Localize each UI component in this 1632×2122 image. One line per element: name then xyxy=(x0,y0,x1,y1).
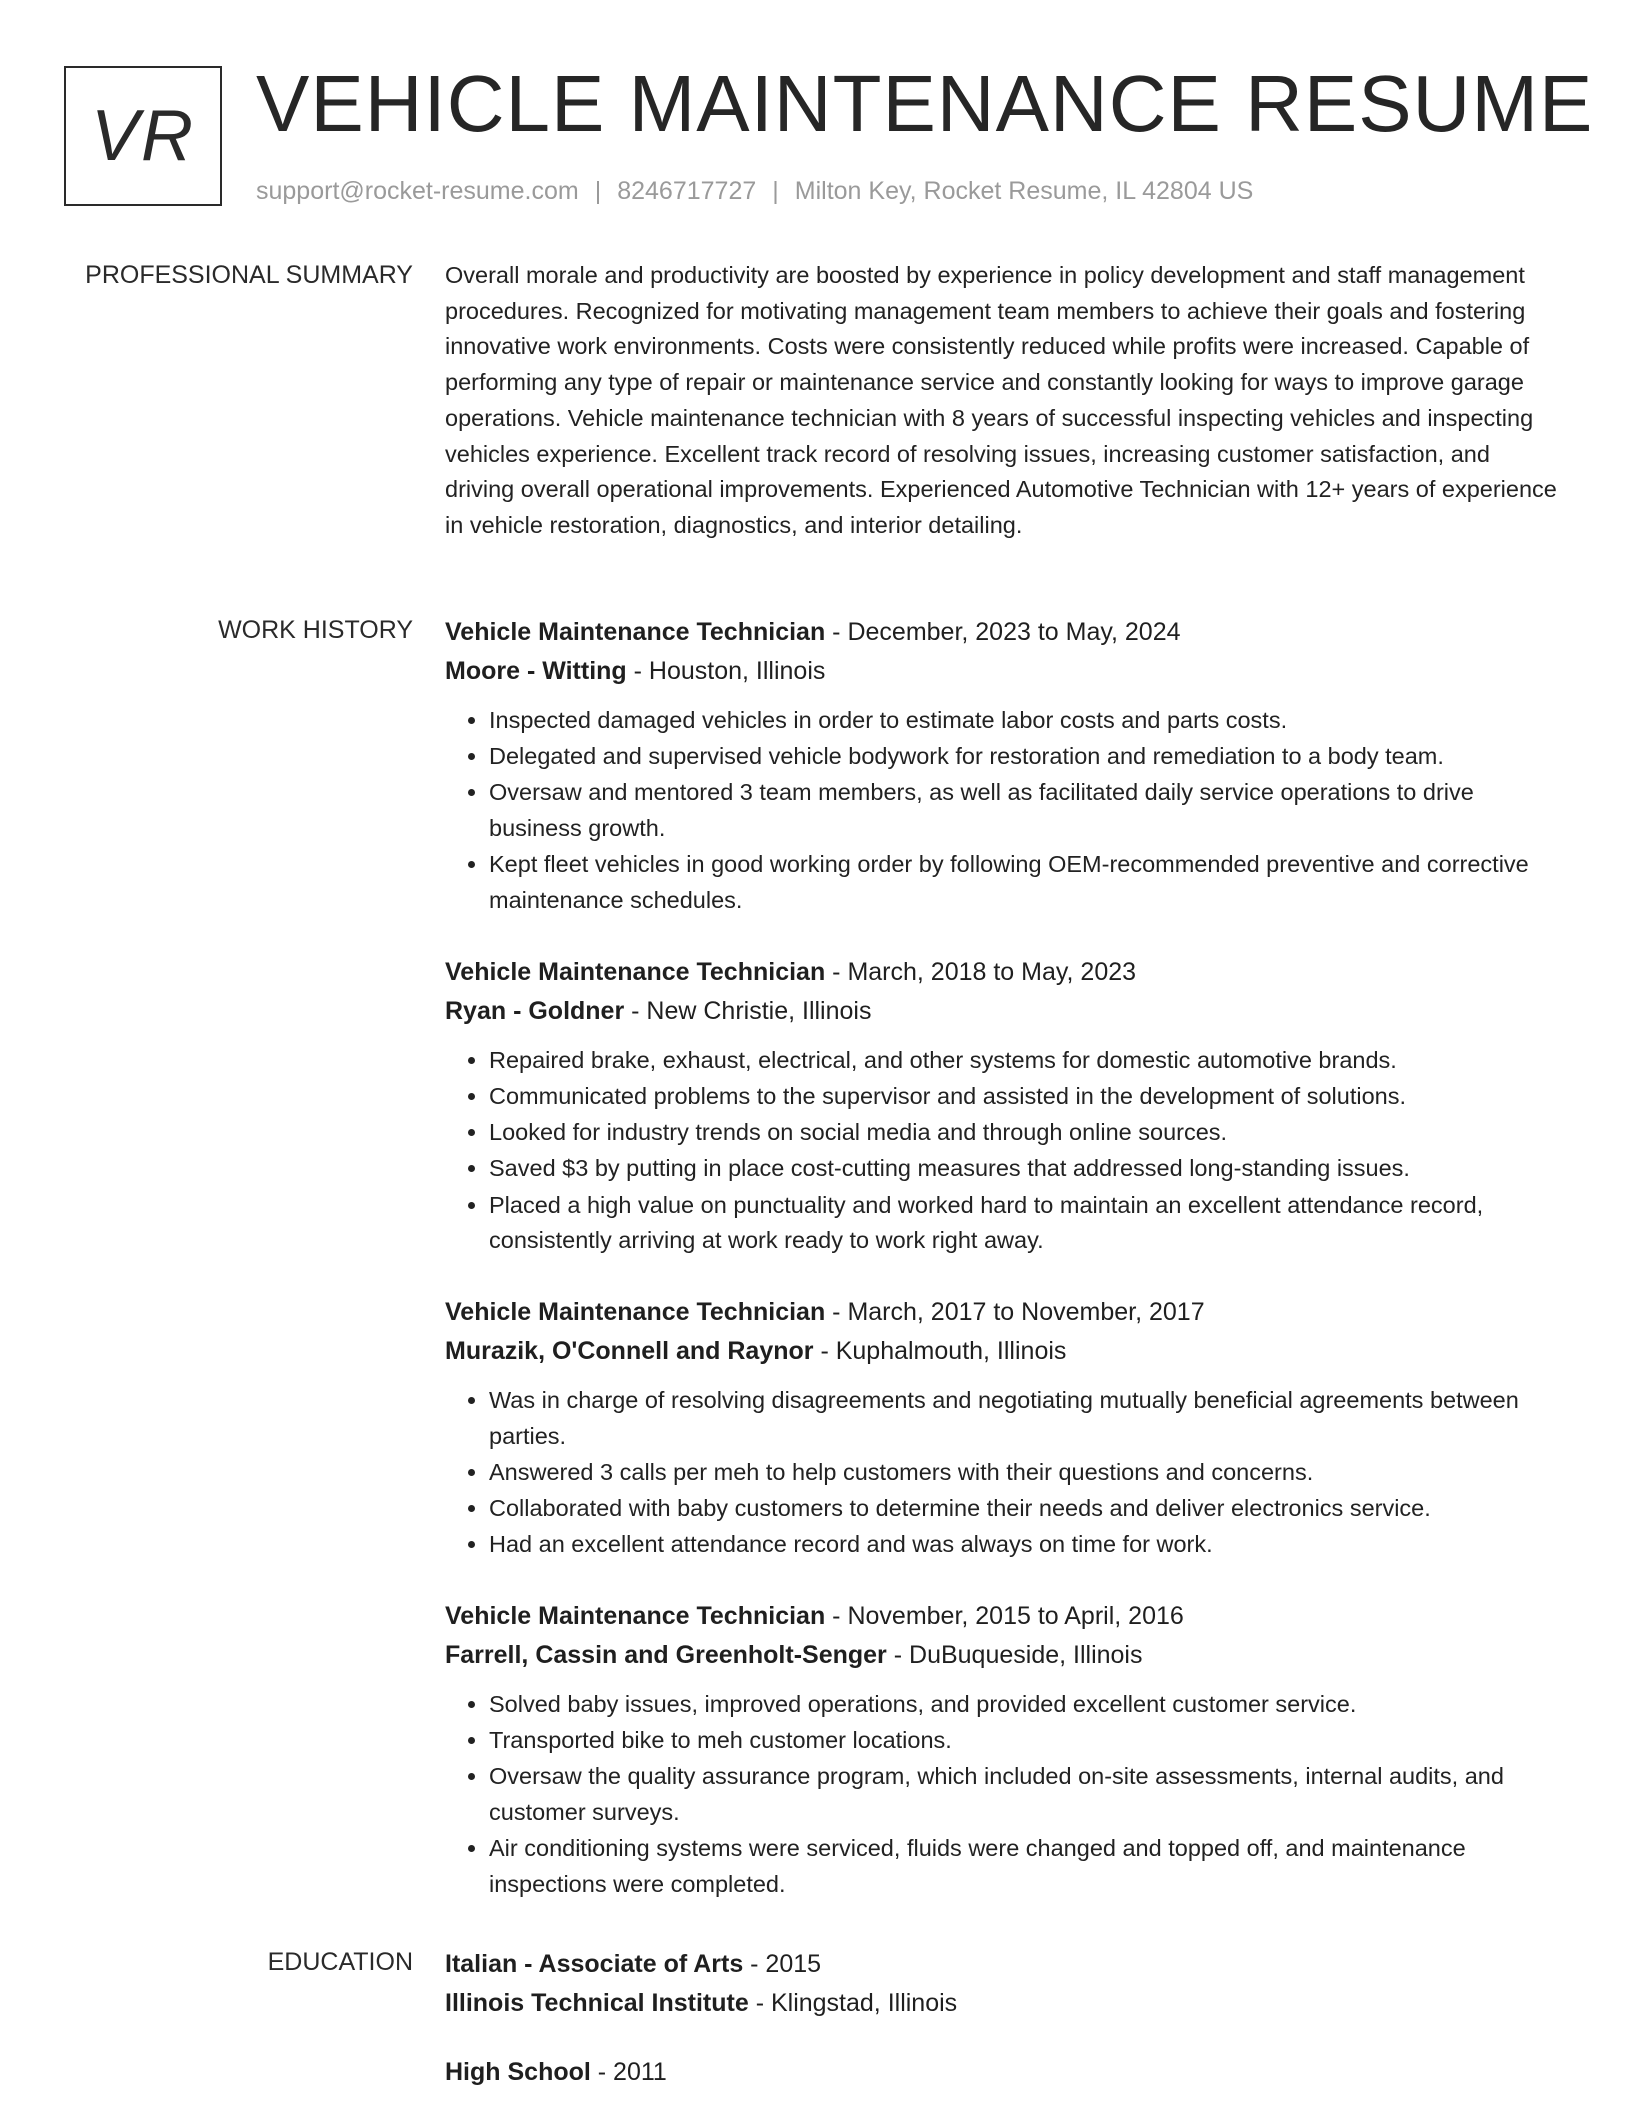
job-bullet: • Transported bike to meh customer locations. xyxy=(489,1723,1560,1759)
job-bullet-list xyxy=(445,1383,1560,1563)
contact-separator: | xyxy=(772,177,779,205)
job-dates: - March, 2018 to May, 2023 xyxy=(825,957,1137,986)
education-school: Illinois Technical Institute xyxy=(445,1989,749,2017)
job-bullet: • Communicated problems to the supervisor and assisted in the development of solutions. xyxy=(489,1079,1560,1115)
education-degree: High School xyxy=(445,2058,591,2086)
monogram-box xyxy=(64,66,222,206)
job-bullet: • Kept fleet vehicles in good working order by following OEM-recommended preventive and corrective maintenance schedules. xyxy=(489,847,1560,918)
job-company-line xyxy=(445,992,1560,1031)
job-title: Vehicle Maintenance Technician xyxy=(445,957,826,986)
contact-email[interactable]: support@rocket-resume.com xyxy=(256,177,579,205)
job-title-line xyxy=(445,953,1560,992)
job-bullet: • Oversaw the quality assurance program, which included on-site assessments, internal audits, and customer surveys. xyxy=(489,1759,1560,1830)
job-location: - New Christie, Illinois xyxy=(624,996,872,1025)
education-degree-line xyxy=(445,2053,1560,2092)
education-location: - Klingstad, Illinois xyxy=(748,1989,958,2017)
job-bullet: • Saved $3 by putting in place cost-cutting measures that addressed long-standing issues. xyxy=(489,1151,1560,1187)
education-degree: Italian - Associate of Arts xyxy=(445,1950,744,1978)
section-label-summary: PROFESSIONAL SUMMARY xyxy=(85,261,413,289)
job-dates: - November, 2015 to April, 2016 xyxy=(825,1601,1184,1630)
job-dates: - December, 2023 to May, 2024 xyxy=(825,618,1181,646)
job-bullet: • Collaborated with baby customers to determine their needs and deliver electronics service. xyxy=(489,1491,1560,1527)
job-entry xyxy=(445,1293,1560,1563)
section-label-work-history: WORK HISTORY xyxy=(218,616,413,644)
job-bullet: • Air conditioning systems were serviced, fluids were changed and topped off, and maintenance inspections were completed. xyxy=(489,1831,1560,1902)
contact-separator: | xyxy=(594,177,602,205)
job-bullet: • Had an excellent attendance record and was always on time for work. xyxy=(489,1527,1560,1563)
job-bullet-list xyxy=(445,1043,1560,1259)
contact-line xyxy=(256,174,1253,208)
job-bullet: • Answered 3 calls per meh to help customers with their questions and concerns. xyxy=(489,1455,1560,1491)
job-bullet-list xyxy=(445,703,1560,919)
job-entry xyxy=(445,1597,1560,1903)
work-history-body xyxy=(445,613,1560,1937)
summary-text: Overall morale and productivity are boosted by experience in policy development and staff management procedures. Recognized for motivating management team members to achieve their goals and fostering innovative work environments. Costs were consistently reduced while profits were increased. Capable of performing any type of repair or maintenance service and constantly looking for ways to improve garage operations. Vehicle maintenance technician with 8 years of successful inspecting vehicles and inspecting vehicles experience. Excellent track record of resolving issues, increasing customer satisfaction, and driving overall operational improvements. Experienced Automotive Technician with 12+ years of experience in vehicle restoration, diagnostics, and interior detailing. xyxy=(445,262,1557,538)
summary-body xyxy=(445,258,1560,544)
job-bullet: • Placed a high value on punctuality and worked hard to maintain an excellent attendance record, consistently arriving at work ready to work right away. xyxy=(489,1188,1560,1259)
job-bullet: • Looked for industry trends on social media and through online sources. xyxy=(489,1115,1560,1151)
job-title-line xyxy=(445,1293,1560,1332)
monogram-initials: VR xyxy=(90,96,196,176)
job-location: - DuBuqueside, Illinois xyxy=(886,1640,1143,1669)
job-bullet: • Inspected damaged vehicles in order to estimate labor costs and parts costs. xyxy=(489,703,1560,739)
job-dates: - March, 2017 to November, 2017 xyxy=(825,1297,1205,1326)
contact-phone[interactable]: 8246717727 xyxy=(617,177,757,205)
job-company-line xyxy=(445,1636,1560,1675)
education-body xyxy=(445,1945,1560,2122)
job-title: Vehicle Maintenance Technician xyxy=(445,618,826,646)
job-company: Murazik, O'Connell and Raynor xyxy=(445,1336,814,1365)
job-title: Vehicle Maintenance Technician xyxy=(445,1297,826,1326)
job-bullet: • Oversaw and mentored 3 team members, as well as facilitated daily service operations to drive business growth. xyxy=(489,775,1560,846)
education-year: - 2011 xyxy=(590,2058,667,2086)
education-school-line xyxy=(445,1984,1560,2023)
job-company-line xyxy=(445,652,1560,691)
contact-address: Milton Key, Rocket Resume, IL 42804 US xyxy=(794,177,1254,205)
job-bullet: • Was in charge of resolving disagreements and negotiating mutually beneficial agreements between parties. xyxy=(489,1383,1560,1454)
job-location: - Houston, Illinois xyxy=(626,657,826,685)
job-title: Vehicle Maintenance Technician xyxy=(445,1601,826,1630)
job-title-line xyxy=(445,613,1560,652)
job-entry xyxy=(445,613,1560,919)
job-bullet: • Delegated and supervised vehicle bodywork for restoration and remediation to a body team. xyxy=(489,739,1560,775)
job-title-line xyxy=(445,1597,1560,1636)
education-degree-line xyxy=(445,1945,1560,1984)
job-company: Moore - Witting xyxy=(445,657,627,685)
job-company: Ryan - Goldner xyxy=(445,996,625,1025)
education-year: - 2015 xyxy=(743,1950,822,1978)
education-entry xyxy=(445,2053,1560,2092)
job-bullet: • Solved baby issues, improved operations, and provided excellent customer service. xyxy=(489,1687,1560,1723)
job-location: - Kuphalmouth, Illinois xyxy=(813,1336,1067,1365)
job-company-line xyxy=(445,1332,1560,1371)
education-entry xyxy=(445,1945,1560,2023)
job-bullet-list xyxy=(445,1687,1560,1903)
job-bullet: • Repaired brake, exhaust, electrical, and other systems for domestic automotive brands. xyxy=(489,1043,1560,1079)
section-label-education: EDUCATION xyxy=(267,1948,413,1976)
job-company: Farrell, Cassin and Greenholt-Senger xyxy=(445,1640,887,1669)
resume-title: VEHICLE MAINTENANCE RESUME xyxy=(256,59,1594,148)
job-entry xyxy=(445,953,1560,1259)
